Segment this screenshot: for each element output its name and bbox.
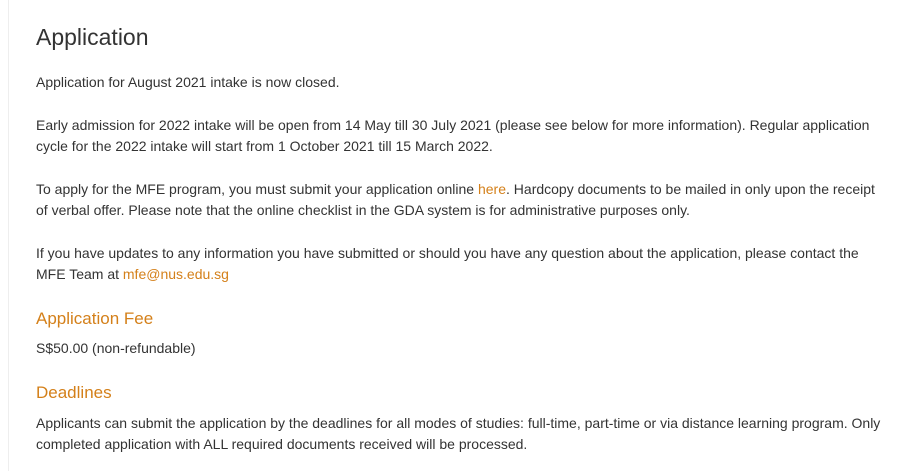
deadlines-heading: Deadlines xyxy=(36,383,112,402)
closed-notice: Application for August 2021 intake is now closed. xyxy=(36,74,340,90)
early-admission-text: Early admission for 2022 intake will be open from 14 May till 30 July 2021 (please see below for more information). Regular application cycle for the 2022 intake will start from 1 October 2021 till 15 March 2022. xyxy=(36,117,870,154)
apply-here-link[interactable]: here xyxy=(477,181,507,197)
fee-heading: Application Fee xyxy=(36,309,154,328)
contact-email-link[interactable]: mfe@nus.edu.sg xyxy=(122,266,229,282)
contact-text: If you have updates to any information you have submitted or should you have any question about the application, please contact the MFE Team at xyxy=(36,245,859,282)
apply-text-after: . Hardcopy documents to be mailed in only upon the receipt of verbal offer. Please note that the online checklist in the GDA system is for administrative purposes only. xyxy=(36,181,875,218)
page-title: Application xyxy=(36,24,149,50)
contact-paragraph xyxy=(36,243,881,285)
fee-text: S$50.00 (non-refundable) xyxy=(36,340,196,356)
deadlines-text: Applicants can submit the application by the deadlines for all modes of studies: full-time, part-time or via distance learning program. Only completed application with ALL required documents received will be processed. xyxy=(36,415,881,452)
left-border xyxy=(8,0,9,471)
apply-paragraph xyxy=(36,179,881,221)
apply-text-before: To apply for the MFE program, you must submit your application online xyxy=(36,181,478,197)
main-content xyxy=(36,22,881,455)
